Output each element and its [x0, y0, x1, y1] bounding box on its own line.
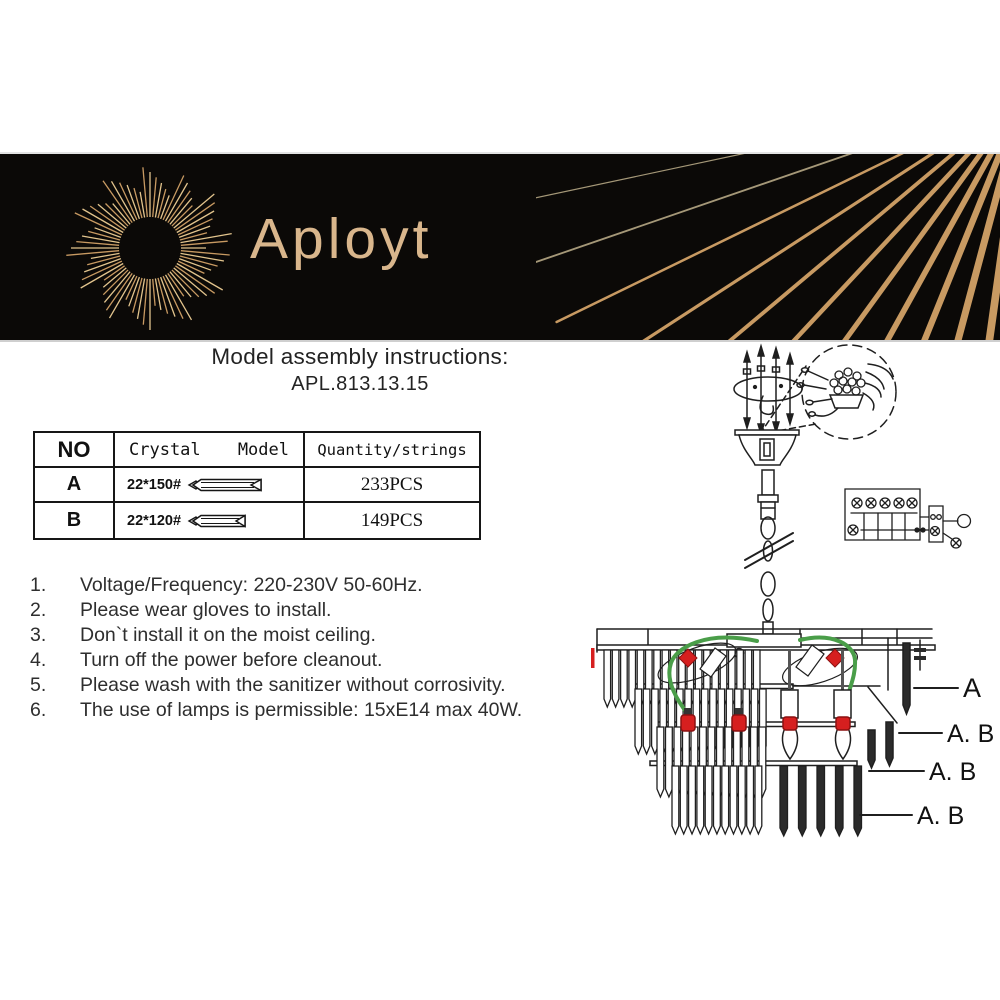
table-row-b-model [115, 503, 305, 538]
corner-rays-icon [536, 154, 1000, 340]
list-item [30, 575, 620, 595]
hand-icon [868, 364, 893, 379]
table-row-a-model [115, 468, 305, 503]
wiring-schematic [845, 489, 971, 548]
item-number: 3. [30, 624, 47, 646]
tier-labels [860, 673, 994, 830]
col-header-no: NO [35, 433, 115, 468]
list-item [30, 650, 620, 670]
col-header-quantity: Quantity/strings [305, 433, 479, 468]
brand-banner [0, 152, 1000, 342]
item-number: 2. [30, 599, 47, 621]
item-text: The use of lamps is permissible: 15xE14 max 40W. [80, 699, 523, 721]
table-row-b-no: B [35, 503, 115, 538]
tier-label-ab-1: A. B [947, 720, 995, 748]
brand-name: Aployt [250, 207, 433, 271]
tier-label-a: A [963, 673, 982, 703]
crystal-size-a: 22*150# [127, 476, 182, 493]
instruction-list [30, 575, 620, 725]
item-number: 5. [30, 674, 47, 696]
crystal-tiers [604, 650, 862, 836]
list-item [30, 600, 620, 620]
sunburst-logo-icon [40, 160, 260, 336]
item-text: Please wear gloves to install. [80, 599, 332, 621]
item-number: 1. [30, 574, 47, 596]
title-line1: Model assembly instructions: [211, 344, 509, 369]
col-header-crystal: Crystal [129, 439, 201, 460]
table-row-a-qty: 233PCS [305, 468, 479, 503]
list-item [30, 700, 620, 720]
canopy [735, 430, 799, 465]
tier-label-ab-2: A. B [929, 758, 977, 786]
list-item [30, 625, 620, 645]
zoom-pointer-line [760, 366, 806, 434]
list-item [30, 675, 620, 695]
crystal-size-b: 22*120# [127, 512, 182, 529]
col-header-crystal-model [115, 433, 305, 468]
crystal-spec-table [33, 431, 481, 540]
tier-label-ab-3: A. B [917, 802, 965, 830]
table-row-b-qty: 149PCS [360, 509, 424, 531]
item-text: Don`t install it on the moist ceiling. [80, 624, 376, 646]
item-text: Please wash with the sanitizer without corrosivity. [80, 674, 506, 696]
hanging-chain [745, 470, 793, 634]
crystal-prism-icon [187, 514, 251, 528]
item-text: Turn off the power before cleanout. [80, 649, 383, 671]
ceiling-mount-plate [734, 346, 802, 434]
model-number: APL.813.13.15 [291, 373, 429, 395]
item-number: 4. [30, 649, 47, 671]
table-row-a-no: A [35, 468, 115, 503]
crystal-prism-icon [187, 478, 267, 492]
item-text: Voltage/Frequency: 220-230V 50-60Hz. [80, 574, 423, 596]
assembly-diagram [560, 330, 1000, 860]
col-header-model: Model [237, 439, 289, 460]
item-number: 6. [30, 699, 47, 721]
